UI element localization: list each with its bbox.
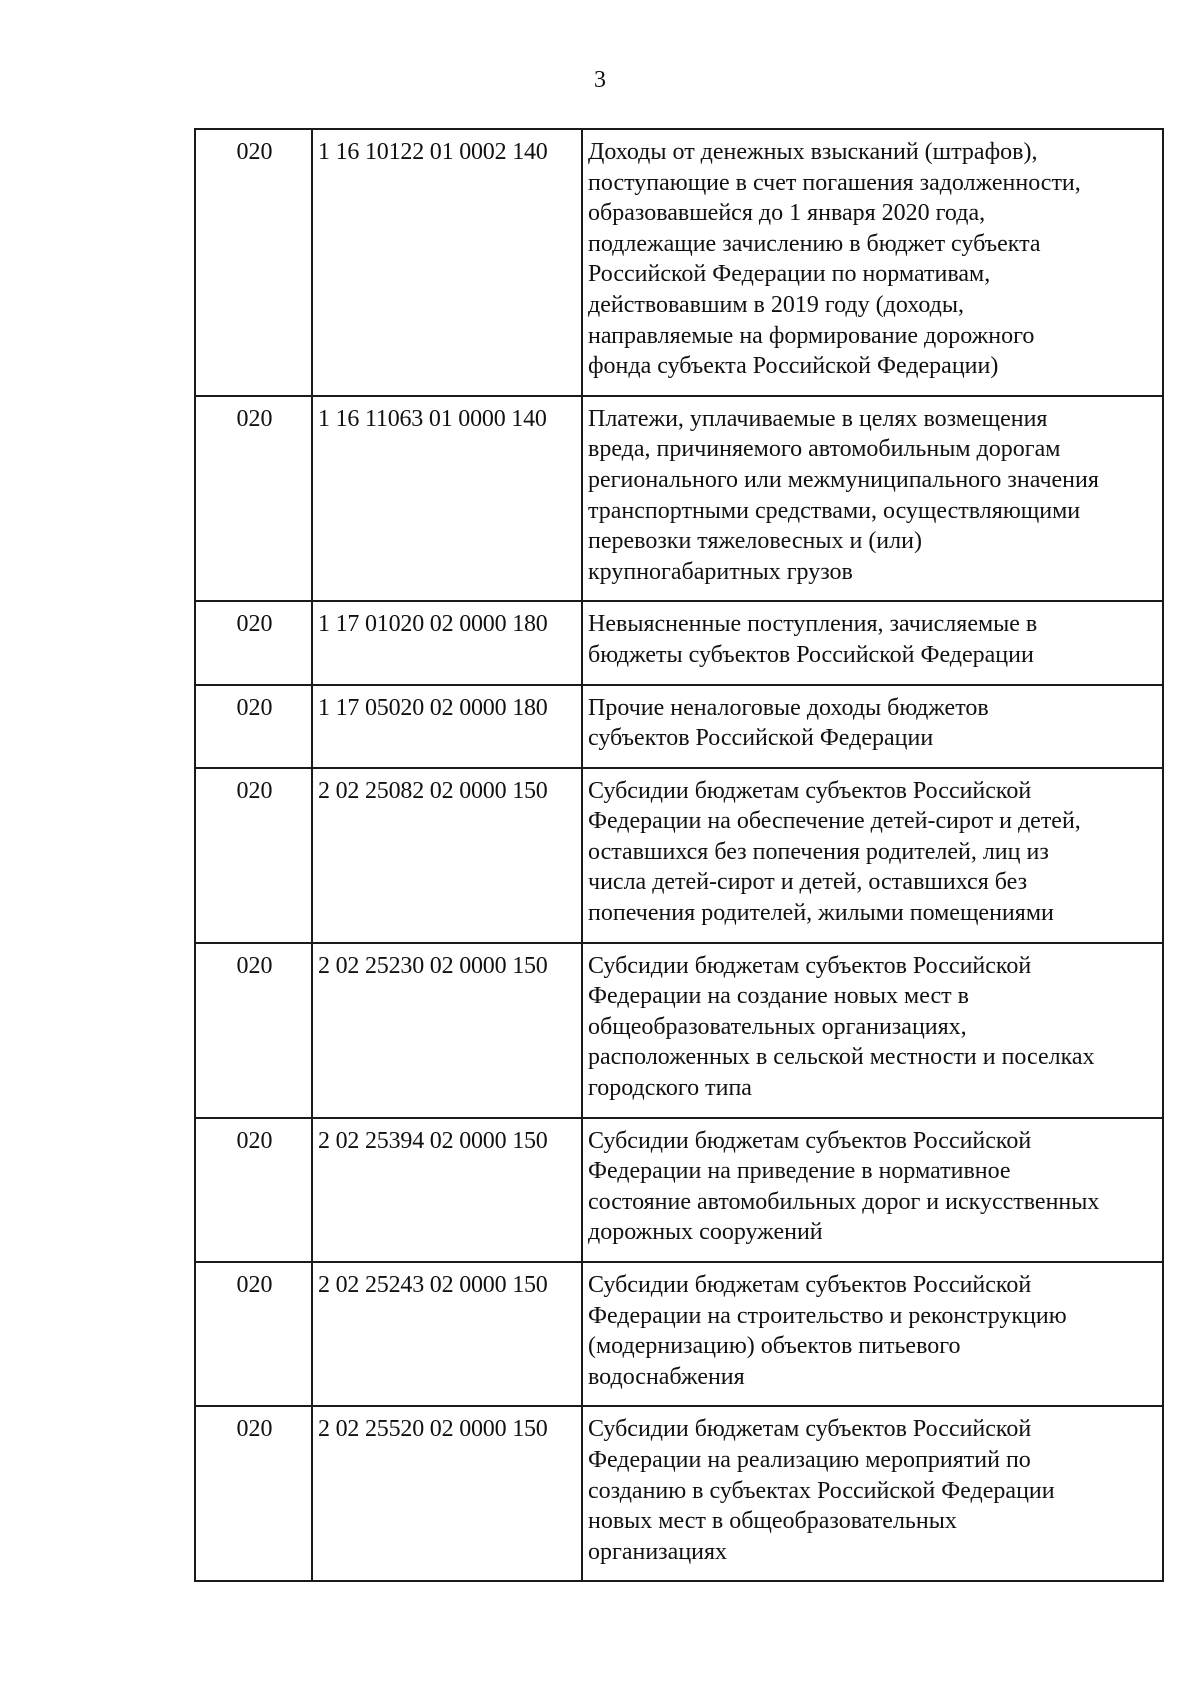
description-line: Невыясненные поступления, зачисляемые в (588, 611, 1038, 638)
table-row (195, 396, 1163, 602)
description-line: Федерации на создание новых мест в (588, 983, 969, 1010)
table-row (195, 129, 1163, 396)
description-line: общеобразовательных организациях, (588, 1013, 967, 1040)
revenue-description-cell (582, 1406, 1163, 1581)
table-row (195, 1262, 1163, 1406)
description-line: оставшихся без попечения родителей, лиц из (588, 838, 1049, 865)
admin-code-cell: 020 (195, 396, 312, 602)
revenue-description-cell (582, 1118, 1163, 1262)
budget-classification-code-cell: 2 02 25243 02 0000 150 (312, 1262, 582, 1406)
description-line: Федерации на приведение в нормативное (588, 1158, 1011, 1185)
description-line: Субсидии бюджетам субъектов Российской (588, 952, 1032, 979)
description-line: Федерации на реализацию мероприятий по (588, 1446, 1031, 1473)
table-row (195, 1406, 1163, 1581)
description-line: Платежи, уплачиваемые в целях возмещения (588, 405, 1048, 432)
revenue-description-cell (582, 768, 1163, 943)
budget-classification-code-cell: 1 17 01020 02 0000 180 (312, 601, 582, 684)
description-line: расположенных в сельской местности и поселках (588, 1044, 1095, 1071)
description-line: новых мест в общеобразовательных (588, 1508, 957, 1535)
description-line: подлежащие зачислению в бюджет субъекта (588, 230, 1041, 257)
description-line: транспортными средствами, осуществляющими (588, 497, 1081, 524)
budget-classification-code-cell: 2 02 25082 02 0000 150 (312, 768, 582, 943)
description-line: поступающие в счет погашения задолженности, (588, 169, 1081, 196)
page-number: 3 (594, 67, 606, 93)
revenue-description-cell (582, 396, 1163, 602)
revenue-description-cell (582, 685, 1163, 768)
budget-classification-code-cell: 2 02 25394 02 0000 150 (312, 1118, 582, 1262)
description-line: Доходы от денежных взысканий (штрафов), (588, 139, 1038, 165)
budget-classification-code-cell: 2 02 25520 02 0000 150 (312, 1406, 582, 1581)
table-body (195, 129, 1163, 1581)
description-line: городского типа (588, 1075, 752, 1102)
description-line: числа детей-сирот и детей, оставшихся без (588, 869, 1028, 896)
admin-code-cell: 020 (195, 685, 312, 768)
admin-code-cell: 020 (195, 768, 312, 943)
table-row (195, 943, 1163, 1118)
admin-code-cell: 020 (195, 129, 312, 396)
description-line: образовавшейся до 1 января 2020 года, (588, 200, 986, 227)
budget-classification-code-cell: 1 17 05020 02 0000 180 (312, 685, 582, 768)
description-line: (модернизацию) объектов питьевого (588, 1333, 961, 1360)
description-line: Субсидии бюджетам субъектов Российской (588, 1127, 1032, 1154)
admin-code-cell: 020 (195, 943, 312, 1118)
description-line: вреда, причиняемого автомобильным дорогам (588, 436, 1061, 463)
budget-classification-code-cell: 1 16 10122 01 0002 140 (312, 129, 582, 396)
table-row (195, 601, 1163, 684)
description-line: бюджеты субъектов Российской Федерации (588, 641, 1034, 668)
description-line: перевозки тяжеловесных и (или) (588, 528, 922, 555)
description-line: водоснабжения (588, 1363, 745, 1390)
revenue-description-cell (582, 129, 1163, 396)
admin-code-cell: 020 (195, 601, 312, 684)
description-line: субъектов Российской Федерации (588, 725, 934, 752)
description-line: крупногабаритных грузов (588, 558, 853, 585)
budget-classification-code-cell: 2 02 25230 02 0000 150 (312, 943, 582, 1118)
revenue-description-cell (582, 601, 1163, 684)
description-line: созданию в субъектах Российской Федерации (588, 1477, 1055, 1504)
description-line: регионального или межмуниципального значения (588, 466, 1099, 493)
table-row (195, 768, 1163, 943)
revenue-description-cell (582, 943, 1163, 1118)
description-line: попечения родителей, жилыми помещениями (588, 900, 1054, 927)
description-line: направляемые на формирование дорожного (588, 322, 1035, 349)
description-line: Прочие неналоговые доходы бюджетов (588, 694, 989, 721)
description-line: организациях (588, 1538, 728, 1565)
revenue-code-table (194, 128, 1164, 1582)
description-line: состояние автомобильных дорог и искусственных (588, 1188, 1100, 1215)
table-row (195, 685, 1163, 768)
admin-code-cell: 020 (195, 1406, 312, 1581)
description-line: Российской Федерации по нормативам, (588, 261, 991, 288)
description-line: Федерации на обеспечение детей-сирот и детей, (588, 808, 1081, 835)
description-line: Федерации на строительство и реконструкцию (588, 1302, 1067, 1329)
description-line: Субсидии бюджетам субъектов Российской (588, 777, 1032, 804)
description-line: Субсидии бюджетам субъектов Российской (588, 1416, 1032, 1443)
description-line: фонда субъекта Российской Федерации) (588, 353, 999, 380)
description-line: дорожных сооружений (588, 1219, 823, 1246)
admin-code-cell: 020 (195, 1118, 312, 1262)
description-line: действовавшим в 2019 году (доходы, (588, 291, 964, 318)
revenue-description-cell (582, 1262, 1163, 1406)
description-line: Субсидии бюджетам субъектов Российской (588, 1272, 1032, 1298)
admin-code-cell: 020 (195, 1262, 312, 1406)
budget-classification-code-cell: 1 16 11063 01 0000 140 (312, 396, 582, 602)
table-row (195, 1118, 1163, 1262)
